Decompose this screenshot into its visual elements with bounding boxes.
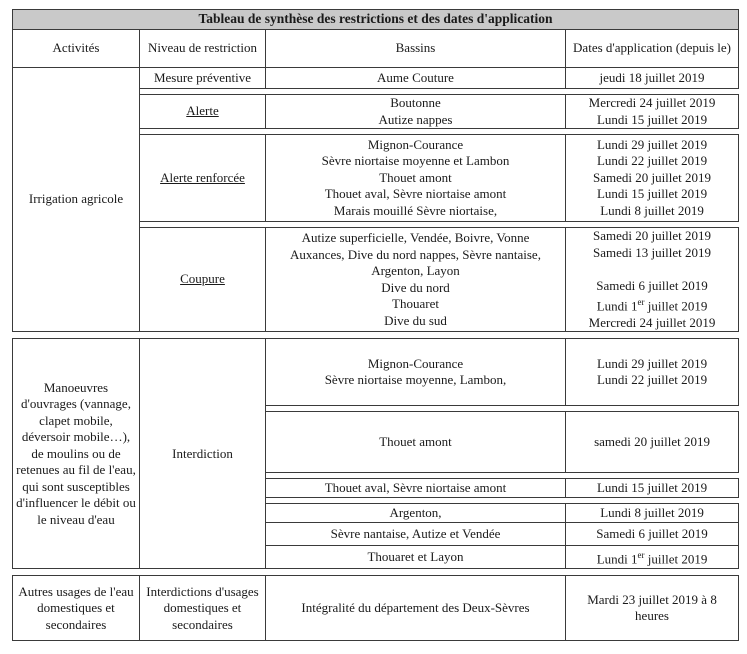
date-line: Lundi 15 juillet 2019 bbox=[596, 186, 708, 202]
date-line: Lundi 22 juillet 2019 bbox=[596, 153, 708, 169]
basin-line: Thouet aval, Sèvre niortaise amont bbox=[324, 186, 507, 202]
header-activites: Activités bbox=[13, 30, 140, 68]
basin-line: Marais mouillé Sèvre niortaise, bbox=[333, 202, 498, 218]
date-cell: Lundi 15 juillet 2019 bbox=[566, 479, 739, 498]
basin-cell: Argenton, bbox=[266, 504, 566, 523]
level-mesure-preventive: Mesure préventive bbox=[140, 68, 266, 89]
date-line: Samedi 13 juillet 2019 bbox=[592, 244, 712, 260]
level-alerte-renforcee: Alerte renforcée bbox=[160, 169, 245, 185]
basin-cell: Thouet amont bbox=[266, 412, 566, 473]
activity-irrigation: Irrigation agricole bbox=[13, 68, 140, 332]
date-line: Lundi 15 juillet 2019 bbox=[596, 111, 708, 127]
basin-line: Autize nappes bbox=[378, 111, 453, 127]
basin-line: Sèvre niortaise moyenne, Lambon, bbox=[324, 372, 507, 388]
date-line: Samedi 20 juillet 2019 bbox=[592, 228, 712, 243]
basin-line: Dive du sud bbox=[384, 312, 447, 328]
date-cell: Mardi 23 juillet 2019 à 8 heures bbox=[566, 576, 739, 641]
basin-line: Thouet amont bbox=[379, 169, 452, 185]
basin-line: Argenton, Layon bbox=[371, 263, 460, 279]
date-cell: samedi 20 juillet 2019 bbox=[566, 412, 739, 473]
basin-cell: Aume Couture bbox=[266, 68, 566, 89]
header-bassins: Bassins bbox=[266, 30, 566, 68]
header-dates: Dates d'application (depuis le) bbox=[566, 30, 739, 68]
basin-line: Mignon-Courance bbox=[367, 355, 464, 371]
basin-line: Sèvre niortaise moyenne et Lambon bbox=[321, 153, 510, 169]
table-title: Tableau de synthèse des restrictions et des dates d'application bbox=[13, 10, 739, 30]
basin-cell: Sèvre nantaise, Autize et Vendée bbox=[266, 523, 566, 546]
basin-cell: Thouet aval, Sèvre niortaise amont bbox=[266, 479, 566, 498]
restrictions-document bbox=[12, 9, 738, 641]
date-cell: jeudi 18 juillet 2019 bbox=[566, 68, 739, 89]
basin-line: Auxances, Dive du nord nappes, Sèvre nantaise, bbox=[290, 246, 541, 262]
date-cell: Samedi 6 juillet 2019 bbox=[566, 523, 739, 546]
basin-line: Autize superficielle, Vendée, Boivre, Vonne bbox=[301, 230, 530, 246]
basin-line: Dive du nord bbox=[381, 279, 450, 295]
date-line: Samedi 6 juillet 2019 bbox=[596, 277, 708, 293]
date-line: Mercredi 24 juillet 2019 bbox=[588, 314, 716, 330]
basin-line: Thouaret bbox=[392, 296, 439, 312]
level-alerte: Alerte bbox=[186, 103, 219, 119]
date-line: Lundi 22 juillet 2019 bbox=[596, 372, 708, 388]
level-interdiction: Interdiction bbox=[140, 339, 266, 569]
header-niveau: Niveau de restriction bbox=[140, 30, 266, 68]
basin-cell: Intégralité du département des Deux-Sèvres bbox=[266, 576, 566, 641]
restrictions-table bbox=[12, 9, 739, 641]
date-cell: Lundi 1er juillet 2019 bbox=[566, 546, 739, 569]
date-line: Lundi 29 juillet 2019 bbox=[596, 355, 708, 371]
date-line: Mercredi 24 juillet 2019 bbox=[588, 95, 716, 110]
level-interdictions-usages: Interdictions d'usages domestiques et secondaires bbox=[140, 576, 266, 641]
date-line: Samedi 20 juillet 2019 bbox=[592, 169, 712, 185]
date-line: Lundi 29 juillet 2019 bbox=[596, 136, 708, 152]
date-line: Lundi 1er juillet 2019 bbox=[596, 297, 708, 314]
basin-line: Boutonne bbox=[390, 95, 441, 110]
date-line: Lundi 8 juillet 2019 bbox=[600, 202, 704, 218]
level-coupure: Coupure bbox=[180, 271, 225, 287]
basin-cell: Thouaret et Layon bbox=[266, 546, 566, 569]
activity-manoeuvres: Manoeuvres d'ouvrages (vannage, clapet mobile, déversoir mobile…), de moulins ou de retenues au fil de l'eau, qui sont susceptibles d'influencer le débit ou le niveau d'eau bbox=[13, 339, 140, 569]
activity-autres-usages: Autres usages de l'eau domestiques et secondaires bbox=[13, 576, 140, 641]
basin-line: Mignon-Courance bbox=[367, 136, 464, 152]
date-cell: Lundi 8 juillet 2019 bbox=[566, 504, 739, 523]
